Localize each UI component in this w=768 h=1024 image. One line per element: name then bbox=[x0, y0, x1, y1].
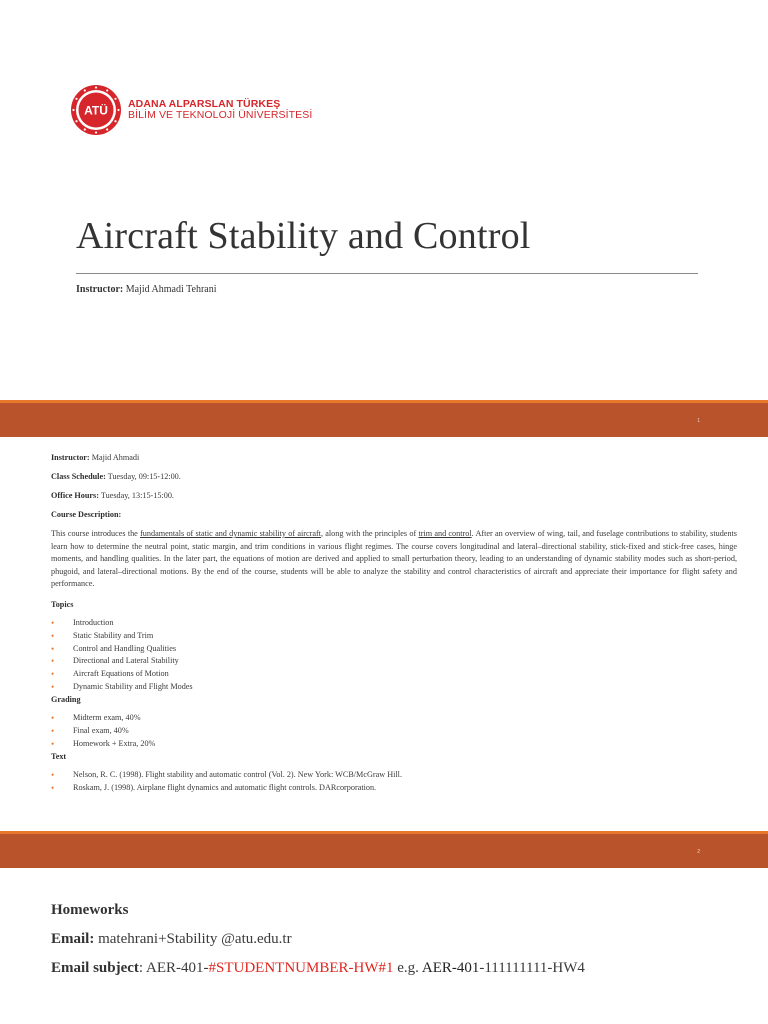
instructor-label: Instructor: bbox=[76, 284, 124, 295]
example-course-code: AER-401 bbox=[421, 960, 480, 976]
email-label: Email: bbox=[51, 931, 95, 947]
list-item bbox=[51, 725, 737, 738]
desc-text-2: , along with the principles of bbox=[320, 529, 419, 538]
page-number-2: 2 bbox=[697, 849, 700, 855]
topics-list bbox=[51, 617, 737, 694]
university-logo bbox=[70, 84, 312, 136]
bullet-icon: • bbox=[51, 726, 55, 737]
schedule-value: Tuesday, 09:15-12:00. bbox=[105, 472, 181, 481]
instructor-value: Majid Ahmadi bbox=[89, 453, 140, 462]
grading-text: Homework + Extra, 20% bbox=[73, 738, 156, 748]
course-description-heading bbox=[51, 509, 737, 522]
subject-placeholder: #STUDENTNUMBER-HW#1 bbox=[208, 960, 394, 976]
desc-text-1: This course introduces the bbox=[51, 529, 141, 538]
office-hours-label: Office Hours: bbox=[51, 491, 99, 500]
title-divider bbox=[76, 273, 698, 274]
topic-text: Directional and Lateral Stability bbox=[73, 656, 179, 666]
bullet-icon: • bbox=[51, 770, 55, 781]
bullet-icon: • bbox=[51, 656, 55, 667]
email-subject-row bbox=[51, 960, 585, 977]
homeworks-label: Homeworks bbox=[51, 902, 129, 918]
list-item bbox=[51, 681, 737, 694]
example-label: e.g. bbox=[393, 960, 422, 976]
list-item bbox=[51, 630, 737, 643]
university-name-line1: ADANA ALPARSLAN TÜRKEŞ bbox=[128, 98, 281, 110]
instructor-name: Majid Ahmadi Tehrani bbox=[123, 284, 217, 295]
slide-footer-band-1 bbox=[0, 400, 768, 437]
seal-text: ATÜ bbox=[84, 103, 108, 118]
desc-link-fundamentals[interactable]: fundamentals of static and dynamic stability of aircraft bbox=[140, 529, 321, 538]
grading-text: Final exam, 40% bbox=[73, 726, 129, 736]
list-item bbox=[51, 782, 737, 795]
topic-text: Dynamic Stability and Flight Modes bbox=[73, 681, 193, 691]
list-item bbox=[51, 769, 737, 782]
course-description bbox=[51, 528, 737, 591]
slide-1 bbox=[0, 0, 768, 400]
grading-heading: Grading bbox=[51, 694, 81, 704]
text-heading: Text bbox=[51, 751, 67, 761]
list-item bbox=[51, 655, 737, 668]
list-item bbox=[51, 738, 737, 751]
textbook-list bbox=[51, 769, 737, 795]
office-hours-value: Tuesday, 13:15-15:00. bbox=[98, 491, 174, 500]
textbook-text: Nelson, R. C. (1998). Flight stability and automatic control (Vol. 2). New York: WCB/McGraw Hill. bbox=[73, 770, 402, 780]
university-name-line2: BİLİM VE TEKNOLOJİ ÜNİVERSİTESİ bbox=[128, 109, 313, 121]
instructor-label: Instructor: bbox=[51, 453, 90, 462]
bullet-icon: • bbox=[51, 643, 55, 654]
topic-text: Static Stability and Trim bbox=[73, 630, 154, 640]
course-title: Aircraft Stability and Control bbox=[76, 215, 531, 257]
instructor-line bbox=[76, 284, 217, 295]
textbook-text: Roskam, J. (1998). Airplane flight dynamics and automatic flight controls. DARcorporation. bbox=[73, 782, 377, 792]
bullet-icon: • bbox=[51, 618, 55, 628]
grading-list bbox=[51, 712, 737, 750]
list-item bbox=[51, 617, 737, 630]
homeworks-heading bbox=[51, 902, 129, 919]
topic-text: Aircraft Equations of Motion bbox=[73, 669, 169, 679]
course-description-label: Course Description: bbox=[51, 510, 122, 519]
email-address[interactable]: matehrani+Stability @atu.edu.tr bbox=[94, 931, 292, 947]
bullet-icon: • bbox=[51, 669, 55, 680]
list-item bbox=[51, 643, 737, 656]
topic-text: Control and Handling Qualities bbox=[73, 643, 177, 653]
slide-2-content bbox=[51, 452, 737, 795]
email-subject-label: Email subject bbox=[51, 960, 139, 976]
schedule-label: Class Schedule: bbox=[51, 472, 106, 481]
topic-text: Introduction bbox=[73, 618, 114, 627]
bullet-icon: • bbox=[51, 681, 55, 692]
bullet-icon: • bbox=[51, 738, 55, 749]
list-item bbox=[51, 712, 737, 725]
university-seal-icon bbox=[70, 84, 122, 136]
grading-text: Midterm exam, 40% bbox=[73, 713, 141, 723]
bullet-icon: • bbox=[51, 713, 55, 724]
desc-link-trim-control[interactable]: trim and control bbox=[418, 529, 472, 538]
example-rest: -111111111-HW4 bbox=[479, 960, 585, 976]
bullet-icon: • bbox=[51, 782, 55, 793]
list-item bbox=[51, 668, 737, 681]
topics-heading: Topics bbox=[51, 599, 74, 609]
schedule-row bbox=[51, 471, 737, 484]
desc-text-3: . After an overview of wing, tail, and fuselage contributions to stability, students learn how to determine the neutral point, static margin, and trim conditions in various flight regimes. The course covers longitudinal and lateral–directional stability, stick-fixed and stick-free cases, hinge moments, and handling qualities. In the later part, the equations of motion are derived and applied to small perturbation theory, leading to an understanding of dynamic stability modes such as short-period, phugoid, and lateral–directional motions. By the end of the course, students will be able to analyze the stability and control characteristics of aircraft and appreciate their importance for flight safety and performance. bbox=[51, 529, 737, 588]
email-row bbox=[51, 931, 292, 948]
page-number-1: 1 bbox=[697, 418, 700, 424]
office-hours-row bbox=[51, 490, 737, 503]
subject-prefix: : AER-401- bbox=[138, 960, 209, 976]
bullet-icon: • bbox=[51, 630, 55, 641]
slide-footer-band-2 bbox=[0, 831, 768, 868]
instructor-row bbox=[51, 452, 737, 465]
